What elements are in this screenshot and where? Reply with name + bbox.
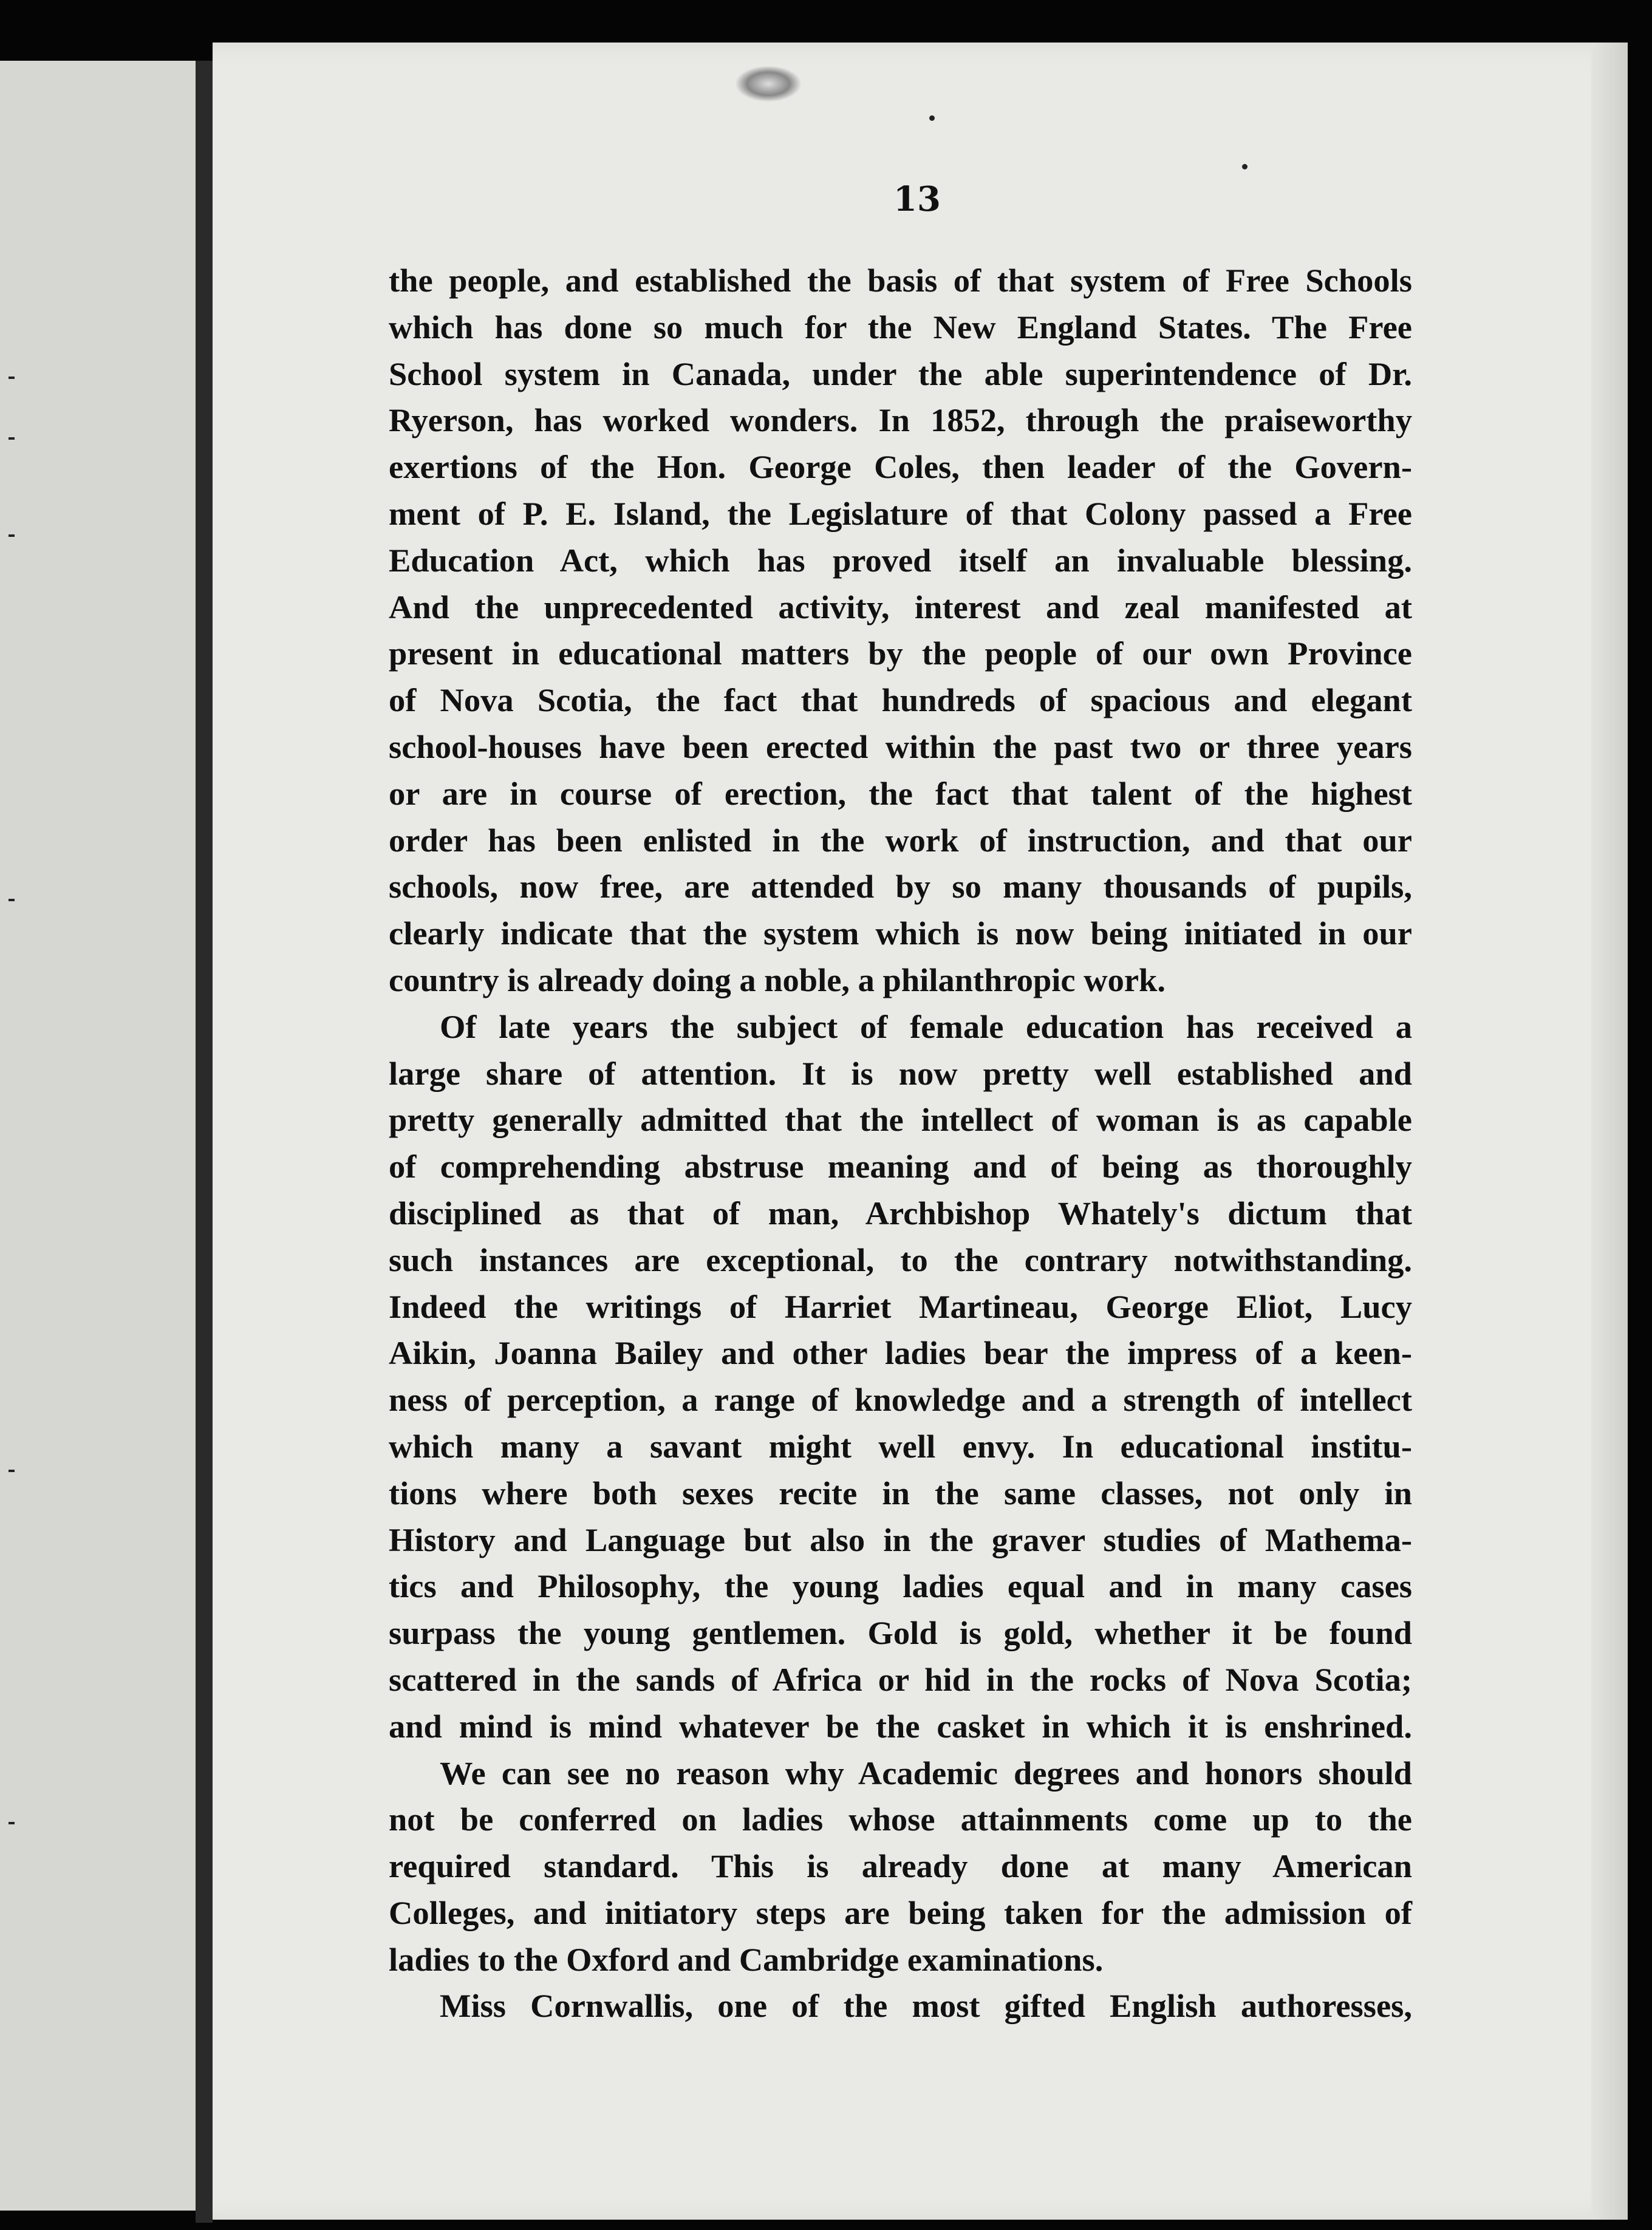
text-line: tics and Philosophy, the young ladies equal and in many cases [389,1567,1412,1605]
text-line: clearly indicate that the system which is now being initiated in our [389,915,1412,952]
text-line: such instances are exceptional, to the contrary notwithstanding. [389,1241,1412,1278]
page-number: 13 [893,179,941,219]
text-line: disciplined as that of man, Archbishop Whately's dictum that [389,1194,1412,1232]
text-line: the people, and established the basis of that system of Free Schools [389,262,1412,299]
text-line: or are in course of erection, the fact that talent of the highest [389,774,1412,812]
text-line: required standard. This is already done at many American [389,1847,1412,1885]
ink-speck [929,115,935,121]
page-mark [9,899,15,901]
ink-speck [1242,164,1248,169]
text-line: Aikin, Joanna Bailey and other ladies bear the impress of a keen- [389,1334,1412,1372]
text-line: Of late years the subject of female education has received a [440,1008,1412,1045]
text-line: ment of P. E. Island, the Legislature of that Colony passed a Free [389,494,1412,532]
page-mark [9,437,15,440]
text-line: order has been enlisted in the work of instruction, and that our [389,821,1412,859]
text-line: country is already doing a noble, a philanthropic work. [389,961,1166,998]
text-line: tions where both sexes recite in the same classes, not only in [389,1474,1412,1512]
page-edge-shadow [1591,43,1628,2220]
text-line: Miss Cornwallis, one of the most gifted English authoresses, [440,1987,1412,2025]
text-line: School system in Canada, under the able superintendence of Dr. [389,355,1412,392]
text-line: schools, now free, are attended by so many thousands of pupils, [389,868,1412,905]
body-text [389,257,1412,2030]
text-line: which many a savant might well envy. In educational institu- [389,1427,1412,1465]
text-line: of Nova Scotia, the fact that hundreds of spacious and elegant [389,681,1412,719]
text-line: which has done so much for the New England States. The Free [389,308,1412,346]
text-line: surpass the young gentlemen. Gold is gold, whether it be found [389,1614,1412,1652]
book-gutter [196,61,213,2223]
text-line: and mind is mind whatever be the casket in which it is enshrined. [389,1707,1412,1745]
text-line: We can see no reason why Academic degrees and honors should [440,1754,1412,1792]
ink-smudge [735,66,802,102]
text-line: exertions of the Hon. George Coles, then leader of the Govern- [389,448,1412,486]
text-line: not be conferred on ladies whose attainments come up to the [389,1801,1412,1838]
text-line: And the unprecedented activity, interest and zeal manifested at [389,588,1412,626]
text-line: Education Act, which has proved itself an invaluable blessing. [389,541,1412,579]
page-mark [9,534,15,537]
page-mark [9,1470,15,1472]
text-line: ness of perception, a range of knowledge and a strength of intellect [389,1381,1412,1419]
text-line: school-houses have been erected within the past two or three years [389,728,1412,765]
text-line: scattered in the sands of Africa or hid in the rocks of Nova Scotia; [389,1660,1412,1698]
page-mark [9,377,15,379]
text-line: History and Language but also in the graver studies of Mathema- [389,1521,1412,1558]
text-line: Ryerson, has worked wonders. In 1852, through the praiseworthy [389,401,1412,439]
text-line: large share of attention. It is now pretty well established and [389,1054,1412,1092]
text-line: pretty generally admitted that the intellect of woman is as capable [389,1101,1412,1139]
facing-page-edge [0,61,199,2211]
text-line: present in educational matters by the people of our own Province [389,635,1412,672]
text-line: Indeed the writings of Harriet Martineau, George Eliot, Lucy [389,1287,1412,1325]
text-line: ladies to the Oxford and Cambridge examinations. [389,1940,1104,1978]
text-line: Colleges, and initiatory steps are being taken for the admission of [389,1894,1412,1931]
page [213,43,1628,2220]
page-mark [9,1822,15,1824]
text-line: of comprehending abstruse meaning and of being as thoroughly [389,1148,1412,1185]
